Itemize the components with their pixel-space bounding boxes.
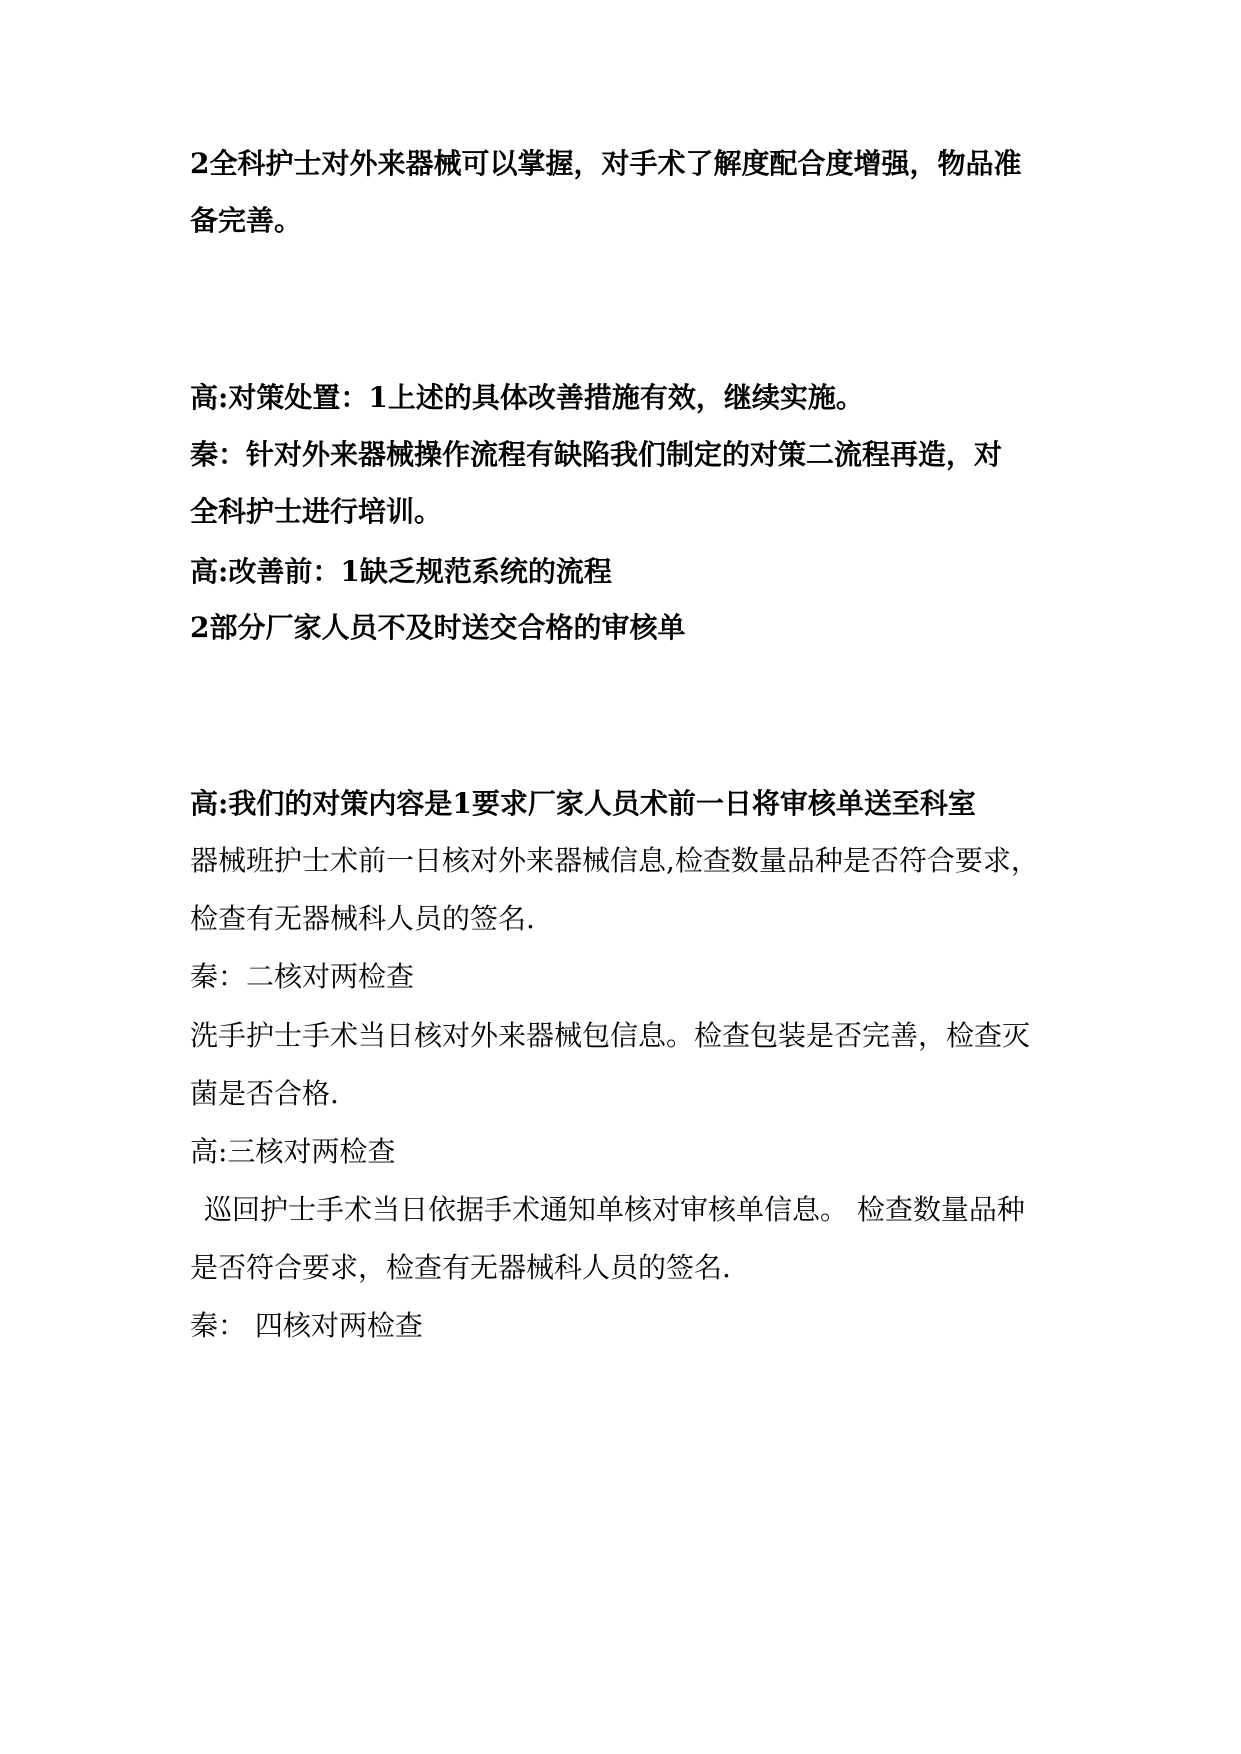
paragraph-line: 高:改善前：1缺乏规范系统的流程 bbox=[190, 555, 612, 588]
paragraph-line: 洗手护士手术当日核对外来器械包信息。检查包装是否完善，检查灭 bbox=[190, 1019, 1031, 1052]
paragraph-line: 秦： 四核对两检查 bbox=[190, 1309, 423, 1342]
paragraph-line: 全科护士进行培训。 bbox=[190, 495, 443, 528]
paragraph-line: 巡回护士手术当日依据手术通知单核对审核单信息。 检查数量品种 bbox=[204, 1193, 1025, 1226]
paragraph-line: 秦：针对外来器械操作流程有缺陷我们制定的对策二流程再造，对 bbox=[190, 438, 1003, 471]
paragraph-line: 高:对策处置：1上述的具体改善措施有效，继续实施。 bbox=[190, 381, 864, 414]
paragraph-line: 秦：二核对两检查 bbox=[190, 960, 415, 993]
paragraph-line: 高:三核对两检查 bbox=[190, 1135, 396, 1168]
paragraph-line: 检查有无器械科人员的签名. bbox=[190, 902, 535, 935]
paragraph-line: 器械班护士术前一日核对外来器械信息,检查数量品种是否符合要求， bbox=[190, 844, 1039, 877]
paragraph-line: 菌是否合格. bbox=[190, 1077, 339, 1110]
paragraph-line: 2全科护士对外来器械可以掌握，对手术了解度配合度增强，物品准 bbox=[190, 147, 1022, 180]
paragraph-line: 备完善。 bbox=[190, 204, 303, 237]
paragraph-line: 是否符合要求，检查有无器械科人员的签名. bbox=[190, 1251, 731, 1284]
paragraph-line: 2部分厂家人员不及时送交合格的审核单 bbox=[190, 611, 686, 644]
paragraph-line: 高:我们的对策内容是1要求厂家人员术前一日将审核单送至科室 bbox=[190, 787, 976, 820]
